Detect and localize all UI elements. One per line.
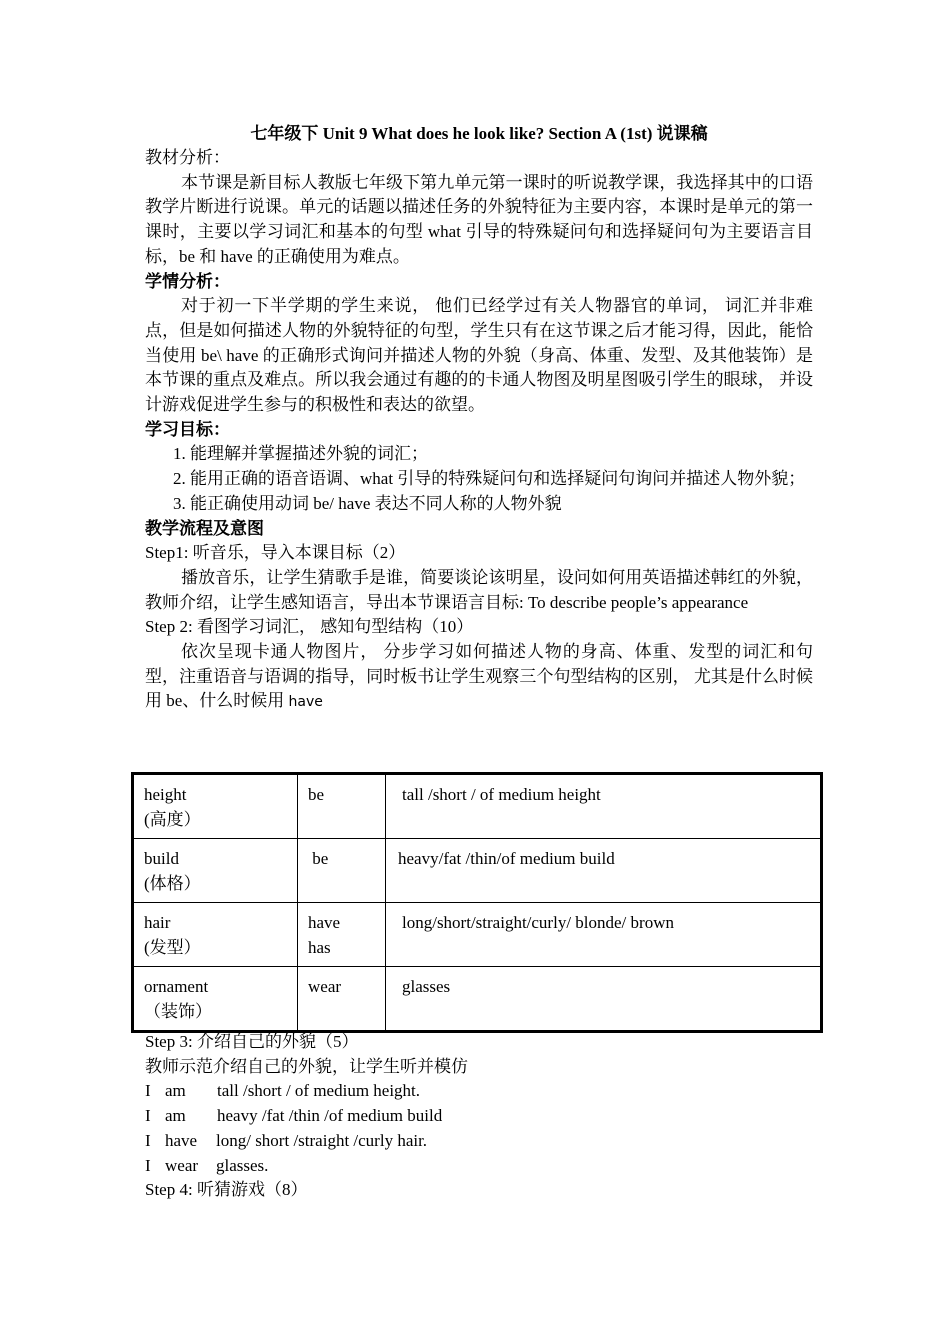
table-cell-words: glasses bbox=[386, 967, 822, 1032]
step2-paragraph bbox=[145, 640, 813, 715]
document-lower-section bbox=[145, 1030, 813, 1203]
table-cell-verb: be bbox=[298, 839, 386, 903]
document-body bbox=[145, 122, 813, 715]
table-cell-words: long/short/straight/curly/ blonde/ brown bbox=[386, 903, 822, 967]
page-title: 七年级下 Unit 9 What does he look like? Section A (1st) 说课稿 bbox=[250, 124, 708, 143]
step2-title: Step 2: 看图学习词汇， 感知句型结构（10） bbox=[145, 617, 474, 637]
step1-paragraph: 播放音乐，让学生猜歌手是谁，简要谈论该明星，设问如何用英语描述韩红的外貌，教师介绍，让学生感知语言，导出本节课语言目标: To describe people’s appearance bbox=[145, 567, 813, 612]
student-analysis-heading: 学情分析： bbox=[145, 271, 230, 291]
example-sentence: I have long/ short /straight /curly hair. bbox=[145, 1130, 428, 1150]
table-row bbox=[133, 774, 822, 839]
step1-title: Step1: 听音乐，导入本课目标（2） bbox=[145, 543, 406, 563]
textbook-analysis-heading: 教材分析： bbox=[145, 148, 230, 167]
table-cell-words: tall /short / of medium height bbox=[386, 774, 822, 839]
step3-intro: 教师示范介绍自己的外貌，让学生听并模仿 bbox=[145, 1056, 468, 1076]
example-sentence: I am heavy /fat /thin /of medium build bbox=[145, 1106, 443, 1126]
learning-goals-heading: 学习目标： bbox=[145, 419, 230, 439]
table-cell-category: ornament （装饰） bbox=[133, 967, 298, 1032]
table-cell-verb: be bbox=[298, 774, 386, 839]
table-cell-category: height (高度） bbox=[133, 774, 298, 839]
process-heading: 教学流程及意图 bbox=[145, 518, 264, 538]
example-sentence: I am tall /short / of medium height. bbox=[145, 1081, 421, 1101]
table-cell-words: heavy/fat /thin/of medium build bbox=[386, 839, 822, 903]
textbook-analysis-paragraph: 本节课是新目标人教版七年级下第九单元第一课时的听说教学课，我选择其中的口语教学片断进行说课。单元的话题以描述任务的外貌特征为主要内容，本课时是单元的第一课时，主要以学习词汇和基本的句型 what 引导的特殊疑问句和选择疑问句为主要语言目标，be 和 have 的正确使用为难点。 bbox=[145, 172, 813, 266]
table-row bbox=[133, 967, 822, 1032]
table-cell-category: build (体格） bbox=[133, 839, 298, 903]
table-cell-verb: have has bbox=[298, 903, 386, 967]
goal-item-2: 2. 能用正确的语音语调、what 引导的特殊疑问句和选择疑问句询问并描述人物外貌； bbox=[173, 469, 806, 489]
goal-item-1: 1. 能理解并掌握描述外貌的词汇； bbox=[173, 444, 428, 464]
table-cell-category: hair (发型） bbox=[133, 903, 298, 967]
example-sentence: I wear glasses. bbox=[145, 1155, 269, 1175]
step2-text: 依次呈现卡通人物图片， 分步学习如何描述人物的身高、体重、发型的词汇和句型，注重语音与语调的指导，同时板书让学生观察三个句型结构的区别， 尤其是什么时候用 be、什么时候用 bbox=[145, 642, 813, 711]
step4-title: Step 4: 听猜游戏（8） bbox=[145, 1180, 308, 1200]
table-row bbox=[133, 839, 822, 903]
student-analysis-paragraph: 对于初一下半学期的学生来说， 他们已经学过有关人物器官的单词， 词汇并非难点，但是如何描述人物的外貌特征的句型，学生只有在这节课之后才能习得，因此，能恰当使用 be\ have 的正确形式询问并描述人物的外貌（身高、体重、发型、及其他装饰）是本节课的重点及难点。所以我会通过有趣的的卡通人物图及明星图吸引学生的眼球， 并设计游戏促进学生参与的积极性和表达的欲望。 bbox=[145, 296, 813, 415]
vocabulary-table bbox=[131, 772, 823, 1033]
step2-tail: have bbox=[288, 694, 323, 711]
table-cell-verb: wear bbox=[298, 967, 386, 1032]
table-row bbox=[133, 903, 822, 967]
step3-title: Step 3: 介绍自己的外貌（5） bbox=[145, 1032, 359, 1051]
goal-item-3: 3. 能正确使用动词 be/ have 表达不同人称的人物外貌 bbox=[173, 493, 562, 513]
